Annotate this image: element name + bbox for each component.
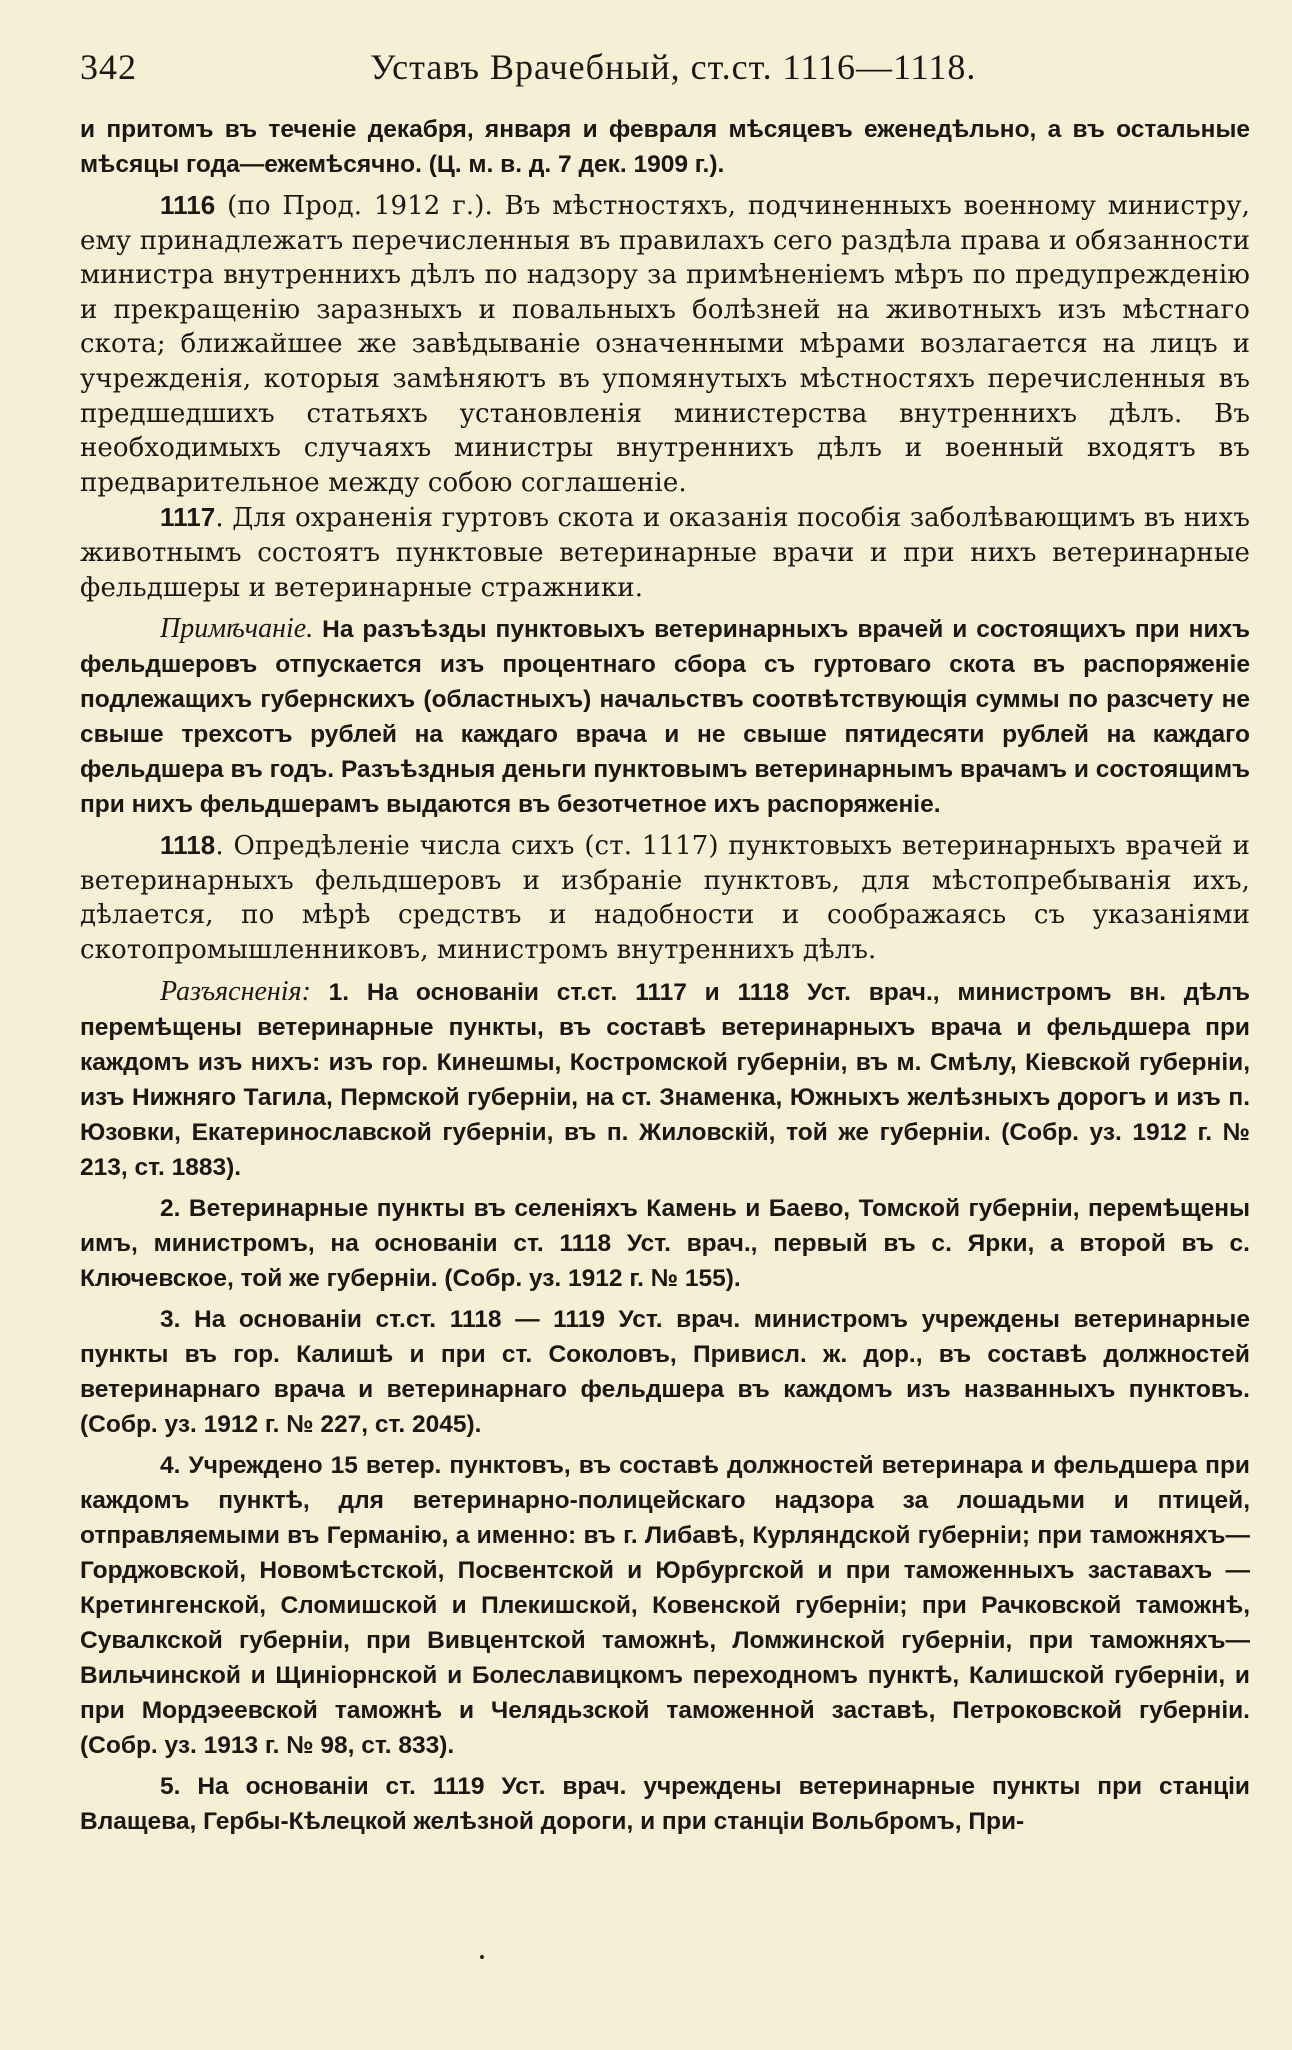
- clarification-text: 3. На основаніи ст.ст. 1118 — 1119 Уст. врач. министромъ учреждены ветеринарные пункты въ гор. Калишѣ и при ст. Соколовъ, Привисл. ж. дор., въ составѣ должностей ветеринарнаго врача и ветеринарнаго фельдшера въ каждомъ изъ названныхъ пунктовъ. (Собр. уз. 1912 г. № 227, ст. 2045).: [80, 1305, 1250, 1438]
- clarification-text: 2. Ветеринарные пункты въ селеніяхъ Камень и Баево, Томской губерніи, перемѣщены имъ, министромъ, на основаніи ст. 1118 Уст. врач., первый въ с. Ярки, а второй въ с. Ключевское, той же губерніи. (Собр. уз. 1912 г. № 155).: [80, 1194, 1250, 1292]
- article-text: (по Прод. 1912 г.). Въ мѣстностяхъ, подчиненныхъ военному министру, ему принадлежатъ перечисленныя въ правилахъ сего раздѣла права и обязанности министра внутреннихъ дѣлъ по надзору за примѣненіемъ мѣръ по предупрежденію и прекращенію заразныхъ и повальныхъ болѣзней на животныхъ изъ мѣстнаго скота; ближайшее же завѣдываніе означенными мѣрами возлагается на лицъ и учрежденія, которыя замѣняютъ въ упомянутыхъ мѣстностяхъ перечисленныя въ предшедшихъ статьяхъ установленія министерства внутреннихъ дѣлъ. Въ необходимыхъ случаяхъ министры внутреннихъ дѣлъ и военный входятъ въ предварительное между собою соглашеніе.: [80, 191, 1250, 498]
- clarifications-lead: Разъясненія:: [160, 975, 311, 1007]
- note-lead: Примѣчаніе.: [160, 613, 314, 645]
- article-number: 1118: [160, 830, 216, 861]
- clarification-1: [80, 974, 1250, 1185]
- article-1118: [80, 828, 1250, 967]
- clarification-text: 4. Учреждено 15 ветер. пунктовъ, въ составѣ должностей ветеринара и фельдшера при каждомъ пунктѣ, для ветеринарно-полицейскаго надзора за лошадьми и птицей, отправляемыми въ Германію, а именно: въ г. Либавѣ, Курляндской губерніи; при таможняхъ—Горджовской, Новомѣстской, Посвентской и Юрбургской и при таможенныхъ заставахъ — Кретингенской, Сломишской и Плекишской, Ковенской губерніи; при Рачковской таможнѣ, Сувалкской губерніи, при Вивцентской таможнѣ, Ломжинской губерніи, при таможняхъ—Вильчинской и Щиніорнской и Болеславицкомъ переходномъ пунктѣ, Калишской губерніи, и при Мордэеевской таможнѣ и Челядьзской таможенной заставѣ, Петроковской губерніи. (Собр. уз. 1913 г. № 98, ст. 833).: [80, 1451, 1250, 1759]
- article-text: . Опредѣленіе числа сихъ (ст. 1117) пунктовыхъ ветеринарныхъ врачей и ветеринарныхъ фельдшеровъ и избраніе пунктовъ, для мѣстопребыванія ихъ, дѣлается, по мѣрѣ средствъ и надобности и соображаясь съ указаніями скотопромышленниковъ, министромъ внутреннихъ дѣлъ.: [80, 831, 1250, 965]
- clarification-5: [80, 1769, 1250, 1839]
- clarification-2: [80, 1191, 1250, 1296]
- clarification-text: 1. На основаніи ст.ст. 1117 и 1118 Уст. врач., министромъ вн. дѣлъ перемѣщены ветеринарные пункты, въ составѣ ветеринарныхъ врача и фельдшера при каждомъ изъ нихъ: изъ гор. Кинешмы, Костромской губерніи, въ м. Смѣлу, Кіевской губерніи, изъ Нижняго Тагила, Пермской губерніи, на ст. Знаменка, Южныхъ желѣзныхъ дорогъ и изъ п. Юзовки, Екатеринославской губерніи, въ п. Жиловскій, той же губерніи. (Собр. уз. 1912 г. № 213, ст. 1883).: [80, 978, 1250, 1181]
- clarification-text: 5. На основаніи ст. 1119 Уст. врач. учреждены ветеринарные пункты при станціи Влащева, Гербы-Кѣлецкой желѣзной дороги, и при станціи Вольбромъ, При-: [80, 1772, 1250, 1835]
- clarification-4: [80, 1448, 1250, 1763]
- paragraph-continuation: [80, 112, 1250, 182]
- paragraph-text: и притомъ въ теченіе декабря, января и февраля мѣсяцевъ еженедѣльно, а въ остальные мѣсяцы года—ежемѣсячно. (Ц. м. в. д. 7 дек. 1909 г.).: [80, 116, 1250, 178]
- article-number: 1117: [160, 502, 216, 533]
- page-number: 342: [80, 47, 137, 87]
- article-text: . Для охраненія гуртовъ скота и оказанія пособія заболѣвающимъ въ нихъ животнымъ состоятъ пунктовые ветеринарные врачи и при нихъ ветеринарные фельдшеры и ветеринарные стражники.: [80, 503, 1250, 603]
- article-1116: [80, 188, 1250, 500]
- print-speck: [480, 1955, 484, 1959]
- clarification-3: [80, 1302, 1250, 1442]
- article-number: 1116: [160, 190, 216, 220]
- document-page: [80, 38, 1250, 1839]
- article-1117: [80, 500, 1250, 605]
- running-title: Уставъ Врачебный, ст.ст. 1116—1118.: [370, 47, 977, 87]
- note-text: На разъѣзды пунктовыхъ ветеринарныхъ врачей и состоящихъ при нихъ фельдшеровъ отпускается изъ процентнаго сбора съ гуртоваго скота въ распоряженіе подлежащихъ губернскихъ (областныхъ) начальствъ соотвѣтствующія суммы по разсчету не свыше трехсотъ рублей на каждаго врача и не свыше пятидесяти рублей на каждаго фельдшера въ годъ. Разъѣздныя деньги пунктовымъ ветеринарнымъ врачамъ и состоящимъ при нихъ фельдшерамъ выдаются въ безотчетное ихъ распоряженіе.: [80, 616, 1250, 819]
- article-note: [80, 611, 1250, 822]
- running-head: [80, 38, 1250, 98]
